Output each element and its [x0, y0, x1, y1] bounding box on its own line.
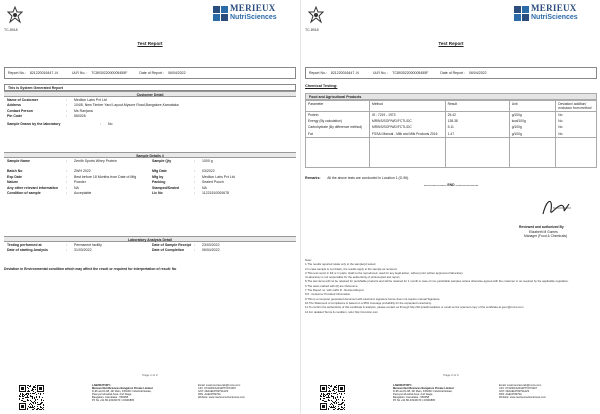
remarks-label: Remarks:	[305, 176, 321, 180]
customer-row	[4, 109, 296, 113]
separator: :	[66, 114, 67, 119]
page-title: Test Report	[137, 41, 163, 46]
table-cell	[306, 137, 370, 167]
page-title: Test Report	[438, 41, 464, 46]
lab-line: LABORATORY:-	[393, 384, 413, 387]
field-value: 23/03/2022	[202, 243, 220, 247]
table-header: Deviation/ addition/ exclusion from method	[556, 101, 597, 112]
contact-line: PAN: AAECP6979A	[198, 393, 221, 397]
page-number: Page 1 of 2	[142, 373, 158, 377]
logo-sub: NutriSciences	[230, 14, 277, 21]
contact-line: Website: www.merieuxnutrisciences.com	[198, 396, 245, 400]
field-label: Contact Person	[7, 108, 33, 113]
lab-line: LABORATORY:-	[92, 384, 112, 387]
separator: :	[66, 174, 67, 179]
footer	[0, 380, 300, 414]
logo-brand: MERIEUX	[230, 3, 276, 13]
report-no-label: Report No.:	[309, 71, 327, 75]
separator: :	[194, 180, 195, 185]
separator: :	[66, 103, 67, 108]
table-cell: No	[556, 112, 597, 119]
table-row	[306, 137, 597, 167]
ulr-no: TC893022000005455F	[91, 71, 128, 75]
table-cell: kcal/100g	[509, 118, 556, 124]
note-line: 7.The Report no. with suffix R - Revised Report.	[305, 288, 365, 293]
note-line: Note:	[305, 258, 312, 262]
table-cell: No	[556, 131, 597, 138]
field-label: Batch No	[7, 169, 23, 174]
note-line: 8.# - Customer Provided Information.	[305, 292, 351, 297]
separator: :	[194, 185, 195, 190]
accreditation-id: TC-8918	[4, 28, 18, 32]
lab-line: Ph No +91 80-23346473 / 23346895	[92, 399, 135, 403]
lab-line: Bangalore, Karnataka - 560058	[92, 396, 129, 400]
table-cell	[556, 137, 597, 167]
logo-brand: MERIEUX	[531, 3, 577, 13]
note-line: 5.The test items will not be retained for perishable products and will be retained for 1 month in case of non-perishable samples unless otherwise agreed with the customer or as required by the applicable regulation.	[305, 279, 569, 284]
field-label: Address	[7, 103, 22, 108]
contact-line: Email: customercare.lab@mxns.com	[198, 384, 241, 387]
table-cell: No	[556, 124, 597, 130]
table-cell: Energy (By calculation)	[306, 118, 370, 124]
report-date-label: Date of Report :	[440, 71, 466, 75]
remarks	[305, 176, 409, 180]
separator: :	[66, 248, 67, 253]
lab-address	[393, 384, 491, 403]
table-header: Result	[445, 101, 509, 112]
field-label: Nature	[7, 180, 19, 185]
table-cell: Fat	[306, 131, 370, 138]
table-row	[306, 131, 597, 138]
merieux-logo	[230, 4, 277, 21]
table-cell: 1.47	[445, 131, 509, 138]
table-header: Method	[370, 101, 446, 112]
lab-line: Merieux NutriSciences Bangalore Private Limited	[393, 387, 454, 391]
table-header: Parameter	[306, 101, 370, 112]
field-label: Any other relevant information	[7, 185, 58, 190]
results-table	[305, 100, 597, 168]
report-date-label: Date of Report :	[139, 71, 165, 75]
table-cell: MRINS/SOP/WD/FCTL/DC	[370, 124, 446, 130]
customer-row	[4, 98, 296, 102]
note-line: 4.Laboratory is not responsible for the authenticity of photocopied test report.	[305, 275, 401, 280]
sample-name-row: Sample Name : Zenith Sports Whey Protein Sample Qty : 1000 g	[7, 159, 213, 163]
system-note: This is System Generated Report	[4, 84, 296, 91]
separator: :	[66, 185, 67, 190]
accreditation-id: TC-8918	[305, 28, 319, 32]
field-value: NA	[202, 185, 207, 190]
sample-drawn-row: Sample Drawn by the laboratory : No	[7, 121, 113, 126]
field-value: Medlion Labs Pvt Ltd	[74, 98, 107, 102]
field-label: Lic No	[152, 191, 163, 196]
footer	[301, 380, 600, 414]
lab-line: D-96 and D-98, 4th Main, KSSIDC Industrial Estate,	[92, 390, 152, 394]
field-label: Name of Customer	[7, 98, 39, 102]
notes	[305, 258, 597, 314]
field-value: NA	[74, 185, 79, 190]
merieux-logo-icon	[213, 6, 228, 21]
lab-line: Ph No +91 80-23346473 / 23346895	[393, 399, 436, 403]
report-bar	[4, 67, 296, 79]
ulr-label: ULR No. :	[71, 71, 88, 75]
field-value: 03/2022	[202, 169, 215, 174]
sample-row	[4, 191, 296, 195]
report-page-2	[300, 0, 600, 414]
field-value: 31/03/2022	[74, 248, 92, 253]
table-cell: MRINS/SOP/WD/FCTL/DC	[370, 118, 446, 124]
field-label: Condition of sample	[7, 191, 41, 196]
lab-line: Merieux NutriSciences Bangalore Private Limited	[92, 387, 153, 391]
report-no: 821220016447 -N	[29, 71, 58, 75]
field-value: Medlion Labs Pvt Ltd	[202, 174, 235, 179]
page-number: Page 2 of 2	[443, 373, 459, 377]
table-cell: IS : 7219 - 1973	[370, 112, 446, 119]
accreditation-icon	[308, 6, 324, 26]
field-value: Permanent facility	[74, 243, 102, 247]
field-label: Mfg by	[152, 174, 164, 179]
field-value: 104/8, New Timber Yard Layout,Mysore Road,Bangalore,Karnataka	[74, 103, 179, 108]
field-value: Powder	[74, 180, 86, 185]
field-value: Acceptable	[74, 191, 92, 196]
table-cell: g/100g	[509, 112, 556, 119]
field-value: 11221510000678	[202, 191, 229, 196]
table-cell: 5.11	[445, 124, 509, 130]
signatory-role: Reviewed and authorized By	[519, 225, 564, 229]
sample-row	[4, 169, 296, 173]
separator: :	[194, 243, 195, 247]
separator: :	[66, 180, 67, 185]
note-line: 1.The results reported relate only to the sample(s) tested.	[305, 262, 377, 267]
report-no: 821220016447 -N	[330, 71, 359, 75]
separator: :	[66, 98, 67, 102]
table-cell: 25.42	[445, 112, 509, 119]
note-line: 3.This test report in full or in parts, shall not be reproduced, used for any legal action, without prior written approval of laboratory.	[305, 270, 464, 275]
contact-line: CIN: U73100KA2014PTC073497	[198, 387, 237, 391]
note-line: 10.The Statement of compliance is based on a 95% coverage probability for the expanded uncertainty.	[305, 300, 432, 305]
accreditation-icon	[7, 6, 23, 26]
separator: :	[66, 191, 67, 196]
signature-image	[539, 196, 575, 220]
field-label: Testing performed at	[7, 243, 42, 247]
separator: :	[66, 243, 67, 247]
chemical-testing-title: Chemical Testing:	[305, 84, 338, 88]
field-value: Ms Ranjana	[74, 108, 93, 113]
table-cell: No	[556, 118, 597, 124]
lab-line: Bangalore, Karnataka - 560058	[393, 396, 430, 400]
table-row	[306, 112, 597, 119]
logo-sub: NutriSciences	[531, 14, 578, 21]
analysis-section	[4, 236, 296, 254]
field-value: Sealed Pouch	[202, 180, 224, 185]
qr-code-icon	[19, 385, 44, 410]
field-label: Mfg Date	[152, 169, 167, 174]
field-label: Date of Sample Receipt	[152, 243, 191, 247]
customer-row	[4, 103, 296, 107]
note-line: 9.This is a computer generated document with electronic signature hence does not require manual Signature.	[305, 296, 441, 301]
signatory-name: Elizabeth M Gomes	[529, 229, 558, 234]
report-date: 06/04/2022	[469, 71, 487, 75]
remarks-text: All the above tests are conducted in Location 1 (D-96).	[327, 176, 410, 180]
contact-line: Website: www.merieuxnutrisciences.com	[499, 396, 546, 400]
field-value: ZWH 2022	[74, 169, 91, 174]
sample-section	[4, 152, 296, 196]
note-line: 12.For detailed Terms & condition, refer http://mxnsinc.com	[305, 309, 379, 314]
sample-header: Sample Details #	[4, 152, 296, 158]
field-value: 06/04/2022	[202, 248, 220, 253]
field-label: Exp Date	[7, 174, 22, 179]
lab-line: D-96 and D-98, 4th Main, KSSIDC Industrial Estate,	[393, 390, 453, 394]
field-label: Stamped/Sealed	[152, 185, 180, 190]
analysis-row	[4, 248, 296, 252]
field-label: Date of starting Analysis	[7, 248, 48, 253]
lab-line: Peenya Industrial Area, 2nd Stage,	[393, 393, 434, 397]
ulr-no: TC893022000005455F	[392, 71, 429, 75]
separator: :	[194, 248, 195, 253]
table-cell: FSSAI Manual - Milk and Milk Products 2016	[370, 131, 446, 138]
separator: :	[194, 174, 195, 179]
table-cell	[509, 137, 556, 167]
signatory-title: Manager (Food & Chemicals)	[524, 234, 568, 239]
lab-contact	[198, 384, 298, 399]
note-line: 11.To confirm the authenticity of this certificate & analysis, please contact us through http://bit.ly/authmarksize or email us the scanned copy of the certificate at ga.in@mxns.com	[305, 305, 524, 310]
table-cell: g/100g	[509, 124, 556, 130]
field-value: 560026	[74, 114, 86, 119]
separator: :	[194, 169, 195, 174]
customer-row	[4, 114, 296, 118]
lab-address	[92, 384, 190, 403]
ulr-label: ULR No. :	[372, 71, 389, 75]
report-bar	[305, 67, 597, 79]
table-cell: g/100g	[509, 131, 556, 138]
contact-line: Email: customercare.lab@mxns.com	[499, 384, 542, 387]
report-date: 06/04/2022	[168, 71, 186, 75]
contact-line: CIN: U73100KA2014PTC073497	[499, 387, 538, 391]
deviation-note: Deviation in Environmental condition which may affect the result or required for interpretation of result: No	[4, 267, 177, 271]
separator: :	[66, 169, 67, 174]
lab-contact	[499, 384, 599, 399]
customer-section	[4, 91, 296, 127]
table-header: Unit	[509, 101, 556, 112]
table-cell	[370, 137, 446, 167]
sample-row	[4, 180, 296, 184]
separator: :	[194, 191, 195, 196]
analysis-header: Laboratory Analysis Detail	[4, 236, 296, 242]
table-cell: Protein	[306, 112, 370, 119]
merieux-logo-icon	[514, 6, 529, 21]
signatory-block	[519, 225, 599, 239]
table-cell	[445, 137, 509, 167]
table-cell: Carbohydrate (By difference method)	[306, 124, 370, 130]
contact-line: GST: 29AAECP6979A1Z2	[499, 390, 530, 394]
category-bar: Food and Agricultural Products	[305, 93, 597, 100]
sample-row	[4, 175, 296, 179]
merieux-logo	[531, 4, 578, 21]
lab-line: Peenya Industrial Area, 2nd Stage,	[92, 393, 133, 397]
separator: :	[66, 108, 67, 113]
note-line: 2.In case sample is not drawn, the results apply to the sample as received.	[305, 266, 398, 271]
report-no-label: Report No.:	[8, 71, 26, 75]
field-label: Date of Completion	[152, 248, 185, 253]
analysis-row	[4, 243, 296, 247]
qr-code-icon	[320, 385, 345, 410]
customer-header: Customer Detail	[4, 91, 296, 97]
field-label: Pin Code	[7, 114, 23, 119]
table-cell: 138.38	[445, 118, 509, 124]
sample-row	[4, 186, 296, 190]
note-line: 6.The tests marked with (#) are Outsource.	[305, 283, 359, 288]
field-value: Best before 18 Months from Date of Mfg	[74, 174, 137, 179]
contact-line: GST: 29AAECP6979A1Z2	[198, 390, 229, 394]
end-marker: -------------------- END --------------------	[423, 183, 479, 187]
field-label: Packing	[152, 180, 166, 185]
contact-line: PAN: AAECP6979A	[499, 393, 522, 397]
